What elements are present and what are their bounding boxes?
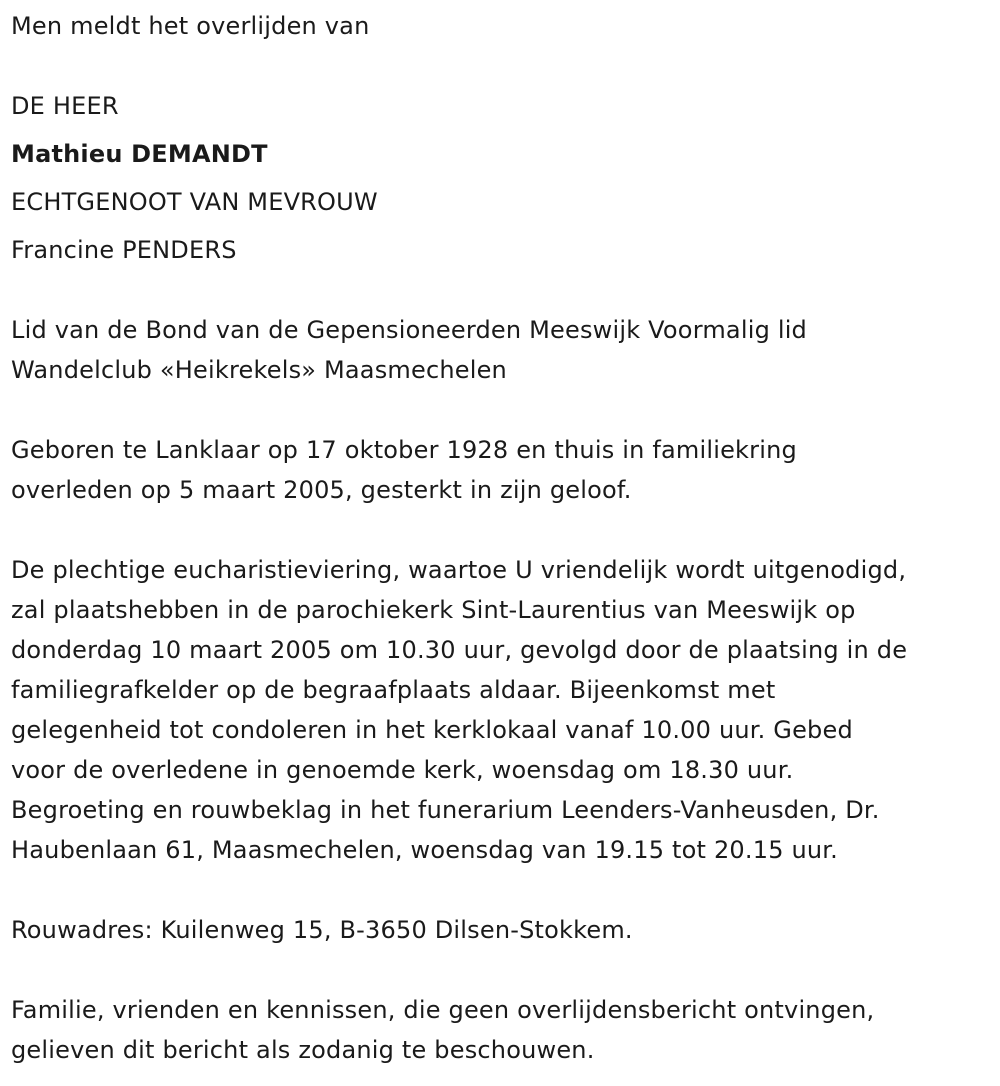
birth-death-line: Geboren te Lanklaar op 17 oktober 1928 en thuis in familiekring [11,436,797,464]
ceremony-line: donderdag 10 maart 2005 om 10.30 uur, gevolgd door de plaatsing in de [11,636,908,664]
ceremony-line: voor de overledene in genoemde kerk, woensdag om 18.30 uur. [11,756,794,784]
ceremony-line: gelegenheid tot condoleren in het kerklokaal vanaf 10.00 uur. Gebed [11,716,853,744]
family-paragraph [11,990,991,1070]
birth-death-line: overleden op 5 maart 2005, gesterkt in zijn geloof. [11,476,632,504]
ceremony-line: familiegrafkelder op de begraafplaats aldaar. Bijeenkomst met [11,676,776,704]
ceremony-line: Begroeting en rouwbeklag in het funerarium Leenders-Vanheusden, Dr. [11,796,880,824]
ceremony-line: zal plaatshebben in de parochiekerk Sint-Laurentius van Meeswijk op [11,596,856,624]
deceased-name: Mathieu DEMANDT [11,140,268,168]
intro-line: Men meldt het overlijden van [11,12,370,40]
mourning-address-paragraph [11,910,991,950]
mourning-address: Rouwadres: Kuilenweg 15, B-3650 Dilsen-Stokkem. [11,916,633,944]
family-line: Familie, vrienden en kennissen, die geen overlijdensbericht ontvingen, [11,996,875,1024]
membership-paragraph [11,310,991,390]
birth-death-paragraph [11,430,991,510]
family-line: gelieven dit bericht als zodanig te beschouwen. [11,1036,595,1064]
membership-line: Wandelclub «Heikrekels» Maasmechelen [11,356,507,384]
membership-line: Lid van de Bond van de Gepensioneerden Meeswijk Voormalig lid [11,316,807,344]
spouse-title: ECHTGENOOT VAN MEVROUW [11,188,378,216]
honorific-title: DE HEER [11,92,119,120]
ceremony-line: Haubenlaan 61, Maasmechelen, woensdag van 19.15 tot 20.15 uur. [11,836,839,864]
spouse-name: Francine PENDERS [11,236,237,264]
ceremony-paragraph [11,550,991,870]
ceremony-line: De plechtige eucharistieviering, waartoe U vriendelijk wordt uitgenodigd, [11,556,907,584]
